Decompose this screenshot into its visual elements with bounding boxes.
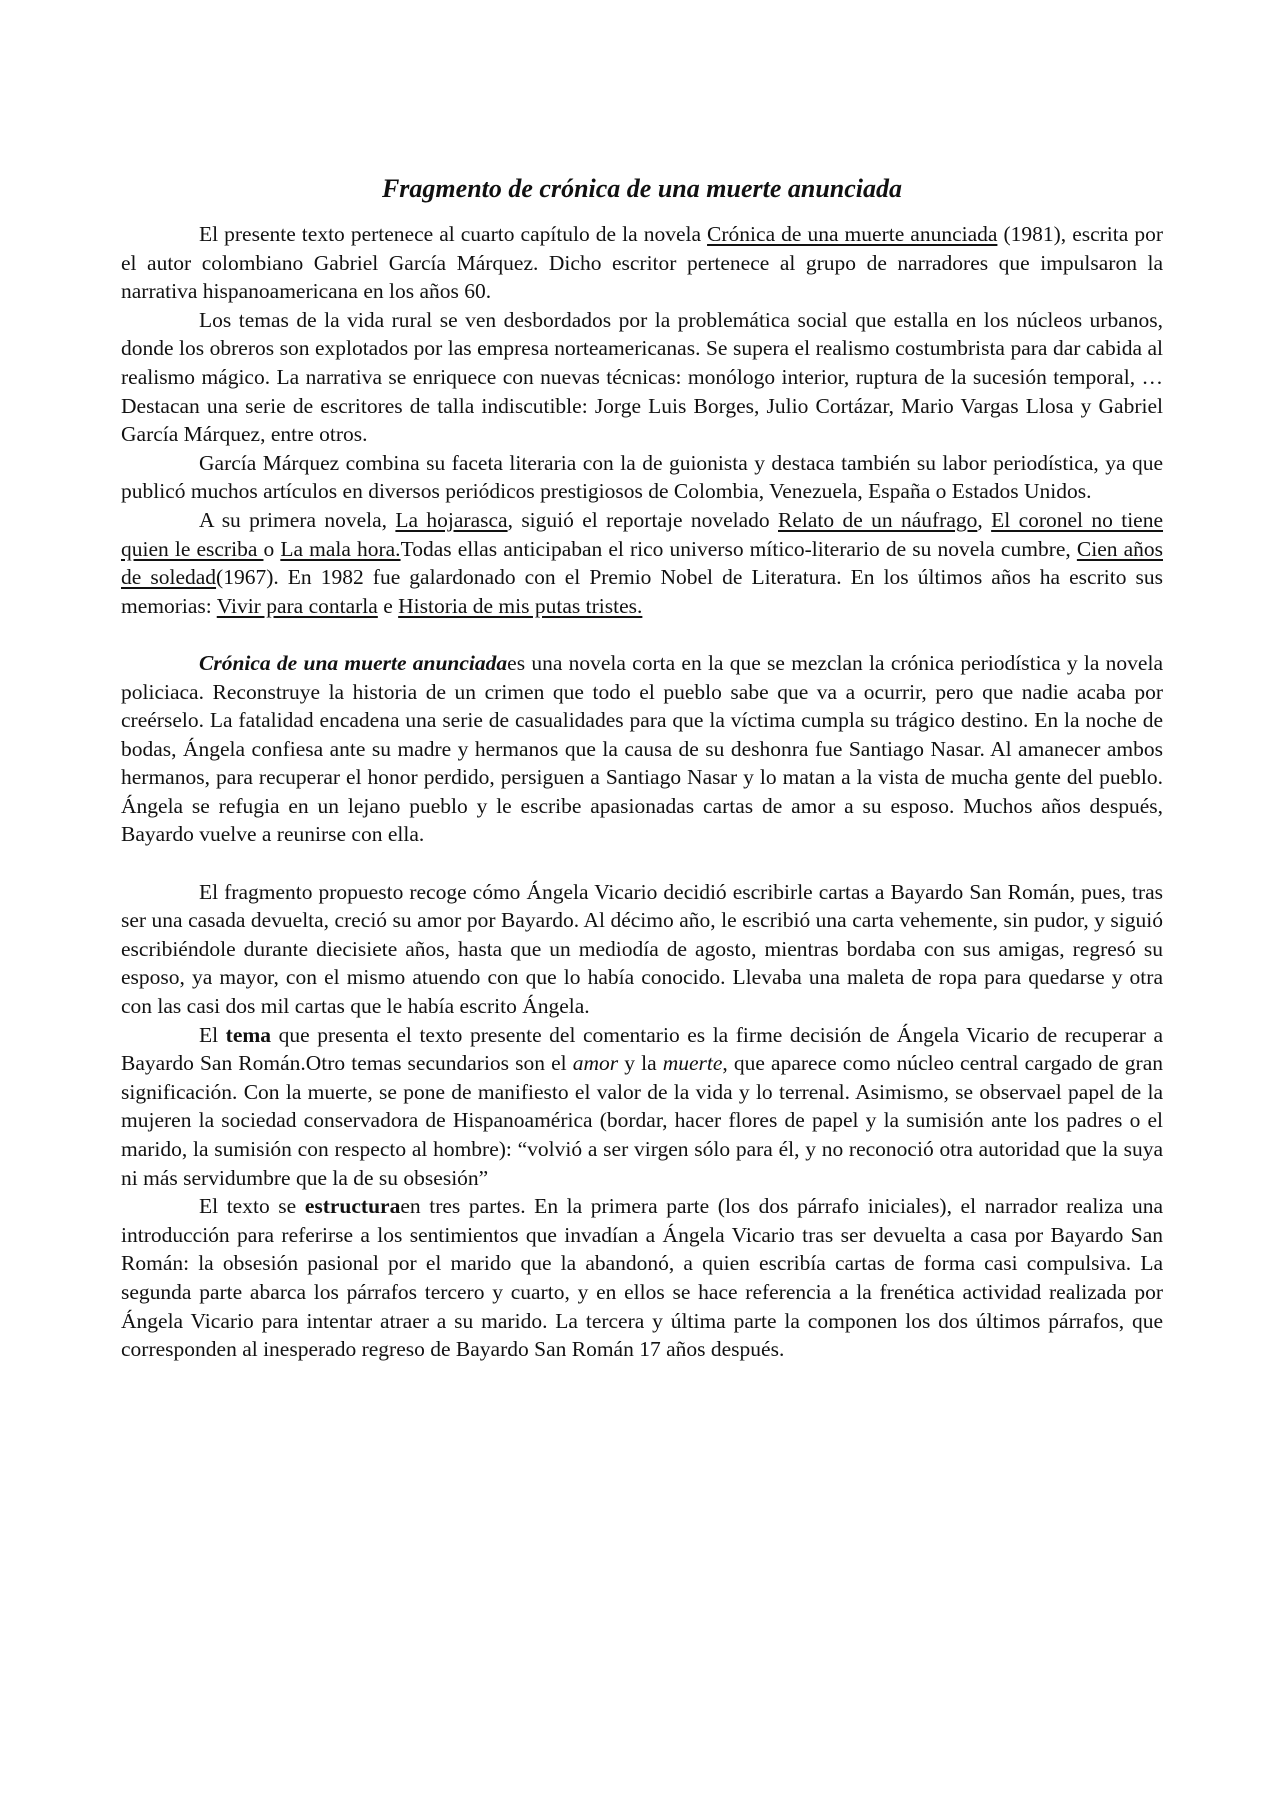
- paragraph-context: Los temas de la vida rural se ven desbordados por la problemática social que estalla en los núcleos urbanos, donde los obreros son explotados por las empresa norteamericanas. Se supera el realismo costumbrista para dar cabida al realismo mágico. La narrativa se enriquece con nuevas técnicas: monólogo interior, ruptura de la sucesión temporal, … Destacan una serie de escritores de talla indiscutible: Jorge Luis Borges, Julio Cortázar, Mario Vargas Llosa y Gabriel García Márquez, entre otros.: [121, 307, 1163, 447]
- text-run: A su primera novela,: [199, 507, 396, 532]
- book-title-coronel: El coronel no tiene quien le escriba: [121, 507, 1164, 561]
- book-title-vivir: Vivir para contarla: [216, 593, 378, 618]
- paragraph-gap: [121, 620, 1163, 649]
- paragraph-gap: [121, 849, 1163, 878]
- text-run: y la: [618, 1051, 663, 1076]
- book-title-hojarasca: La hojarasca: [395, 507, 508, 532]
- paragraph-intro: [121, 220, 1163, 306]
- text-run: (1967). En 1982 fue galardonado con el Premio Nobel de Literatura. En los últimos años ha escrito sus memorias:: [121, 565, 1163, 618]
- document-title: Fragmento de crónica de una muerte anunciada: [381, 174, 903, 203]
- text-run: El texto se: [199, 1194, 305, 1219]
- paragraph-author: García Márquez combina su faceta literaria con la de guionista y destaca también su labor periodística, ya que publicó muchos artículos en diversos periódicos prestigiosos de Colombia, Venezuela, España o Estados Unidos.: [121, 450, 1163, 504]
- text-run: , que aparece como núcleo central cargado de gran significación. Con la muerte, se pone de manifiesto el valor de la vida y lo terrenal. Asimismo, se observael papel de la mujeren la sociedad conservadora de Hispanoamérica (bordar, hacer flores de papel y la sumisión ante los padres o el marido, la sumisión con respecto al hombre): “volvió a ser virgen sólo para él, y no reconoció otra autoridad que la suya ni más servidumbre que la de su obsesión”: [121, 1051, 1163, 1190]
- paragraph-structure: [121, 1192, 1163, 1364]
- paragraph-works: [121, 506, 1163, 620]
- text-run: e: [377, 593, 399, 618]
- book-title-mala-hora: La mala hora.: [280, 536, 401, 561]
- novel-title-bold: Crónica de una muerte anunciada: [199, 650, 508, 675]
- paragraph-theme: [121, 1021, 1163, 1193]
- text-run: que presenta el texto presente del comentario es la firme decisión de Ángela Vicario de recuperar a Bayardo San Román.Otro temas secundarios son el: [121, 1022, 1163, 1076]
- keyword-amor: amor: [572, 1051, 619, 1076]
- text-run: (1981), escrita por el autor colombiano Gabriel García Márquez. Dicho escritor pertenece al grupo de narradores que impulsaron la narrativa hispanoamericana en los años 60.: [121, 222, 1163, 304]
- paragraph-summary: [121, 649, 1163, 849]
- text-run: es una novela corta en la que se mezclan la crónica periodística y la novela policiaca. Reconstruye la historia de un crimen que todo el pueblo sabe que va a ocurrir, pero que nadie acaba por creérselo. La fatalidad encadena una serie de casualidades para que la víctima cumpla su trágico destino. En la noche de bodas, Ángela confiesa ante su madre y hermanos que la causa de su deshonra fue Santiago Nasar. Al amanecer ambos hermanos, para recuperar el honor perdido, persiguen a Santiago Nasar y lo matan a la vista de mucha gente del pueblo. Ángela se refugia en un lejano pueblo y le escribe apasionadas cartas de amor a su esposo. Muchos años después, Bayardo vuelve a reunirse con ella.: [121, 650, 1163, 847]
- book-title-cien-anos: Cien años de soledad: [121, 536, 1163, 590]
- text-run: El presente texto pertenece al cuarto capítulo de la novela: [199, 222, 708, 246]
- text-run: ,: [977, 507, 992, 532]
- text-run: en tres partes. En la primera parte (los dos párrafo iniciales), el narrador realiza una introducción para referirse a los sentimientos que invadían a Ángela Vicario tras ser devuelta a casa por Bayardo San Román: la obsesión pasional por el marido que la abandonó, a quien escribía cartas de forma casi compulsiva. La segunda parte abarca los párrafos tercero y cuarto, y en ellos se hace referencia a la frenética actividad realizada por Ángela Vicario para intentar atraer a su marido. La tercera y última parte la componen los dos últimos párrafos, que corresponden al inesperado regreso de Bayardo San Román 17 años después.: [121, 1194, 1163, 1362]
- document-page: [121, 172, 1163, 1364]
- keyword-muerte: muerte: [662, 1051, 723, 1076]
- paragraph-fragment: El fragmento propuesto recoge cómo Ángela Vicario decidió escribirle cartas a Bayardo San Román, pues, tras ser una casada devuelta, creció su amor por Bayardo. Al décimo año, le escribió una carta vehemente, sin pudor, y siguió escribiéndole durante diecisiete años, hasta que un mediodía de agosto, mientras bordaba con sus amigas, regresó su esposo, ya mayor, con el mismo atuendo con que lo había conocido. Llevaba una maleta de ropa para quedarse y otra con las casi dos mil cartas que le había escrito Ángela.: [121, 879, 1163, 1019]
- book-title-naufrago: Relato de un náufrago: [778, 507, 978, 532]
- book-title-historia: Historia de mis putas tristes.: [398, 593, 643, 618]
- keyword-estructura: estructura: [304, 1194, 401, 1219]
- text-run: , siguió el reportaje novelado: [507, 507, 778, 532]
- book-title-cronica: Crónica de una muerte anunciada: [707, 222, 998, 246]
- text-run: o: [263, 536, 281, 561]
- keyword-tema: tema: [225, 1022, 272, 1047]
- text-run: Todas ellas anticipaban el rico universo mítico-literario de su novela cumbre,: [400, 536, 1077, 561]
- text-run: El: [199, 1022, 226, 1047]
